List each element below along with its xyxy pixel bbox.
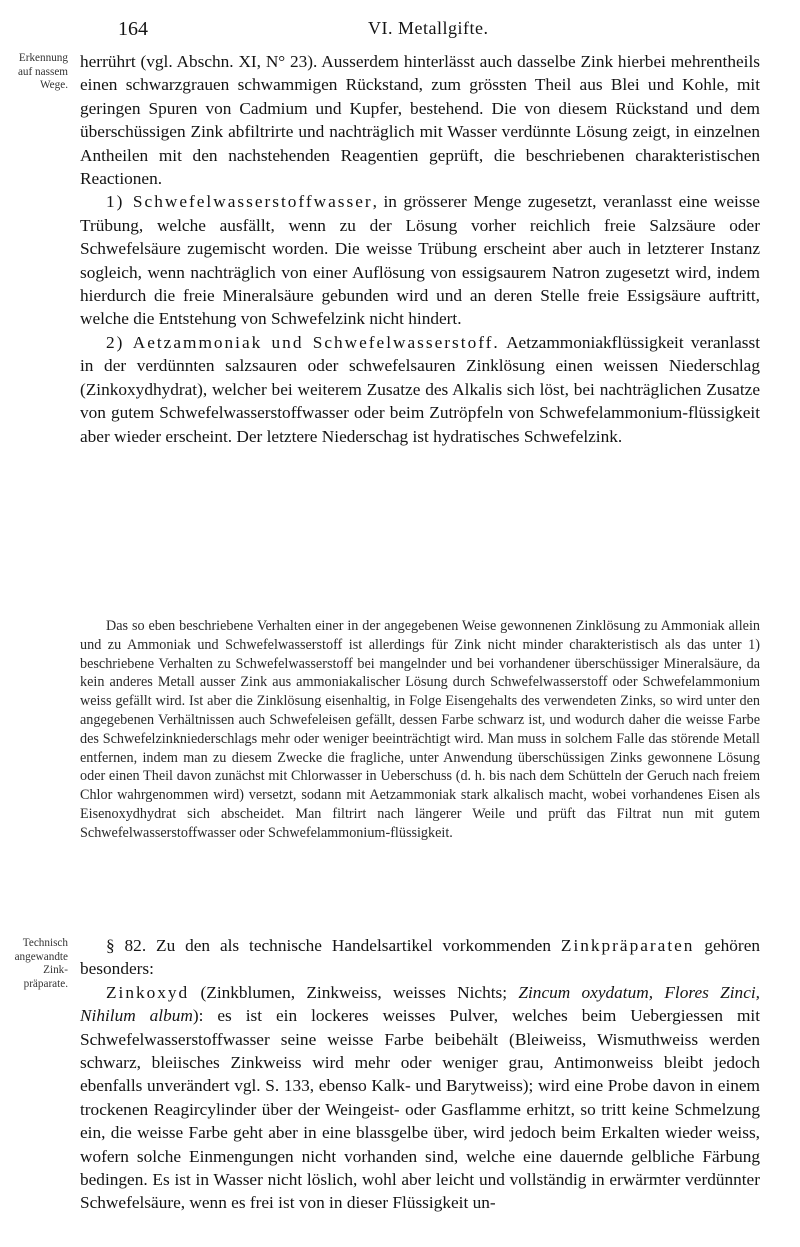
paragraph-reaction-2 xyxy=(80,331,760,448)
zinkoxyd-synonyms: (Zinkblumen, Zinkweiss, weisses Nichts; xyxy=(189,982,519,1002)
main-text-bottom xyxy=(80,934,760,1215)
margin-note-erkennung: Erkennung auf nassem Wege. xyxy=(17,52,68,92)
zinkoxyd-description: ): es ist ein lockeres weisses Pulver, welches beim Uebergiessen mit Schwefelwasserstoffwasser seine weisse Farbe beibehält (Bleiweiss, Wismuthweiss werden schwarz, bleiisches Zinkweiss wird mehr oder weniger grau, Antimonweiss bleibt jedoch ebenfalls unverändert vgl. S. 133, ebenso Kalk- und Barytweiss); wird eine Probe davon in einem trockenen Reagircylinder über der Weingeist- oder Gasflamme erhitzt, so tritt keine Schmelzung ein, die weisse Farbe geht aber in eine blassgelbe über, wird jedoch beim Erkalten wieder weiss, wofern solche Einmengungen nicht vorhanden sind, welche eine dauernde gelbliche Färbung bedingen. Es ist in Wasser nicht löslich, wohl aber leicht und vollständig in erwärmter verdünnter Schwefelsäure, wenn es frei ist von in dieser Flüssigkeit un- xyxy=(80,1006,760,1213)
small-print-note xyxy=(80,617,760,843)
paragraph-intro: herrührt (vgl. Abschn. XI, N° 23). Ausserdem hinterlässt auch dasselbe Zink hierbei mehrentheils einen schwarzgrauen schwammigen Rückstand, zum grössten Theil aus Blei und Kohle, mit geringen Spuren von Cadmium und Kupfer, bestehend. Die von diesem Rückstand und dem überschüssigen Zink abfiltrirte und nachträglich mit Wasser verdünnte Lösung zeigt, in einzelnen Antheilen mit den nachstehenden Reagentien geprüft, die beschriebenen charakteristischen Reactionen. xyxy=(80,52,760,189)
section-82-tail: gehören besonders: xyxy=(80,936,761,979)
main-text-top xyxy=(80,50,760,448)
running-title: VI. Metallgifte. xyxy=(368,18,489,38)
page-header xyxy=(118,16,754,48)
paragraph-reaction-1 xyxy=(80,190,760,330)
reaction-1-text: , in grösserer Menge zugesetzt, veranlasst eine weisse Trübung, welche ausfällt, wenn zu der Lösung vorher reichlich freie Salzsäure oder Schwefelsäure zugemischt worden. Die weisse Trübung erscheint aber auch in letzterer Instanz sogleich, wenn nachträglich von einer Auflösung von essigsaurem Natron zugesetzt wird, indem hierdurch die freie Mineralsäure gebunden wird und an deren Stelle freie Essigsäure auftritt, welche die Entstehung von Schwefelzink nicht hindert. xyxy=(80,192,760,329)
reaction-2-text: Aetzammoniakflüssigkeit veranlasst in der verdünnten salzsauren oder schwefelsauren Zinklösung einen weissen Niederschlag (Zinkoxydhydrat), welcher bei weiterem Zusatze des Alkalis sich löst, bei nachträglichen Zusatze von gutem Schwefelwasserstoffwasser oder beim Zutröpfeln von Schwefelammonium-flüssigkeit aber wieder erscheint. Der letztere Niederschag ist hydratisches Schwefelzink. xyxy=(80,332,761,446)
reaction-1-label: 1) Schwefelwasserstoffwasser xyxy=(106,192,373,212)
section-82-intro: § 82. Zu den als technische Handelsartikel vorkommenden xyxy=(106,936,561,955)
zinkoxyd-latin-names: Zincum oxydatum, Flores Zinci, Nihilum album xyxy=(80,982,760,1026)
section-82-term: Zinkpräparaten xyxy=(560,936,695,955)
paragraph-small-print: Das so eben beschriebene Verhalten einer in der angegebenen Weise gewonnenen Zinklösung zu Ammoniak allein und zu Ammoniak und Schwefelwasserstoff ist allerdings für Zink nicht minder charakteristisch als das unter 1) beschriebene Verhalten zu Schwefelwasserstoff bei mangelnder und bei vorhandener überschüssiger Mineralsäure, da kein anderes Metall ausser Zink aus ammoniakalischer Lösung durch Schwefelwasserstoff oder Schwefelammonium weiss gefällt wird. Ist aber die Zinklösung eisenhaltig, in Folge Eisengehalts des verwendeten Zinks, so wird unter den angegebenen Verhältnissen auch Schwefeleisen gefällt, dessen Farbe schwarz ist, und wodurch daher die weisse Farbe des Schwefelzinkniederschlags mehr oder weniger beeinträchtigt wird. Man muss in solchem Falle das störende Metall entfernen, indem man zu diesem Zwecke die fragliche, unter Anwendung überschüssigen Zinks gewonnene Lösung oder einen Theil davon zunächst mit Chlorwasser in Ueberschuss (d. h. bis nach dem Schütteln der Geruch nach freiem Chlor wahrgenommen wird) versetzt, sodann mit Aetzammoniak stark alkalisch macht, wobei vorhandenes Eisen als Eisenoxydhydrat sich abscheidet. Man filtrirt nach längerer Weile und prüft das Filtrat nun mit gutem Schwefelwasserstoffwasser oder Schwefelammonium-flüssigkeit. xyxy=(80,618,760,841)
page-number: 164 xyxy=(118,18,148,40)
reaction-2-label: 2) Aetzammoniak und Schwefelwasserstoff. xyxy=(106,332,500,352)
margin-note-technisch: Technisch angewandte Zink-präparate. xyxy=(14,937,68,990)
paragraph-section-82 xyxy=(80,934,760,981)
zinkoxyd-label: Zinkoxyd xyxy=(106,982,190,1002)
paragraph-zinkoxyd xyxy=(80,981,760,1215)
